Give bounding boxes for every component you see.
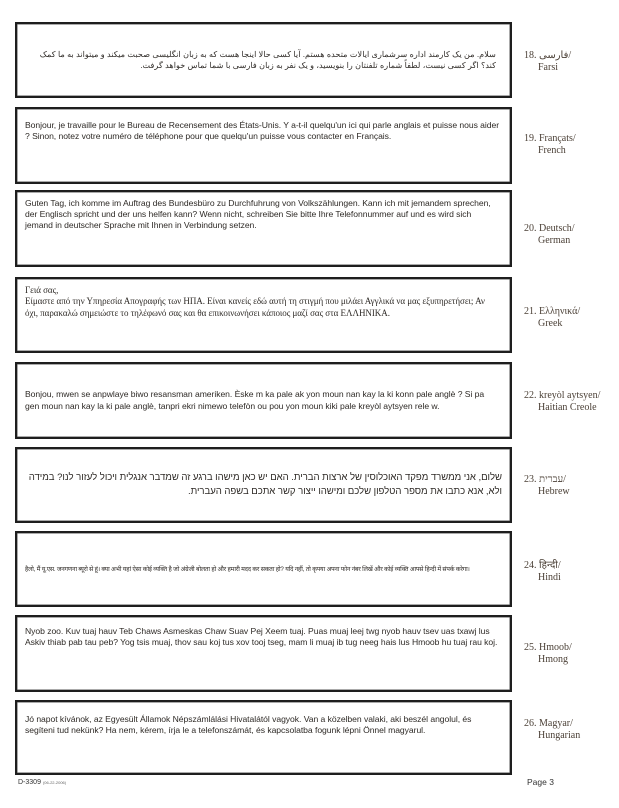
entry-number: 22. [524, 390, 537, 401]
native-language-name: Françats [539, 133, 573, 144]
english-language-name: Hmong [538, 654, 568, 665]
entry-number: 23. [524, 474, 537, 485]
english-language-name: Hebrew [538, 486, 570, 497]
phrase-text: Bonjour, je travaille pour le Bureau de Recensement des États-Unis. Y a-t-il quelqu'un ici qui parle anglais et puisse nous aider ? Sinon, notez votre numéro de téléphone pour que quelqu'un puisse vous contacter en Français. [25, 120, 500, 142]
language-label: 25. Hmoob/ Hmong [524, 642, 619, 666]
native-language-name: kreyòl aytsyen [539, 390, 598, 401]
form-number: D-3309 [18, 779, 41, 786]
language-label: 21. Ελληνικά/ Greek [524, 306, 619, 330]
english-language-name: German [538, 235, 571, 246]
entry-number: 26. [524, 718, 537, 729]
phrase-box [15, 531, 512, 607]
english-language-name: Farsi [538, 62, 558, 73]
native-language-name: فارسی [539, 50, 569, 61]
phrase-box [15, 447, 512, 523]
phrase-text-wrapper [17, 279, 510, 319]
language-label: 20. Deutsch/ German [524, 223, 619, 247]
phrase-box [15, 107, 512, 184]
entry-number: 24. [524, 560, 537, 571]
phrase-box [15, 362, 512, 439]
phrase-text: Bonjou, mwen se anpwlaye biwo resansman ameriken. Èske m ka pale ak yon moun nan kay la ki konn pale anglè ? Si pa gen moun nan kay la ki pale anglè, tanpri ekri nimewo telefòn ou pou yon moun kiki pale kreyòl aytsyen rele w. [25, 389, 485, 411]
language-label: 23. עברית/ Hebrew [524, 474, 619, 498]
phrase-box [15, 615, 512, 692]
language-label: 24. हिन्दी/ Hindi [524, 560, 619, 584]
entry-number: 20. [524, 223, 537, 234]
entry-number: 18. [524, 50, 537, 61]
native-language-name: Magyar [539, 718, 571, 729]
language-label: 26. Magyar/ Hungarian [524, 718, 619, 742]
form-id [18, 779, 66, 786]
phrase-box [15, 700, 512, 775]
english-language-name: Hungarian [538, 730, 581, 741]
phrase-text: Nyob zoo. Kuv tuaj hauv Teb Chaws Asmeskas Chaw Suav Pej Xeem tuaj. Puas muaj leej twg nyob hauv tsev uas txawj lus Askiv thiab pab tau peb? Yog tsis muaj, thov sau koj tus xov tooj tseg, mam li muaj ib tug neeg hais lus Hmoob hu tuaj rau koj. [25, 626, 498, 648]
page-number: Page 3 [527, 777, 554, 787]
entry-number: 21. [524, 306, 537, 317]
english-language-name: French [538, 145, 566, 156]
phrase-text: Είμαστε από την Υπηρεσία Απογραφής των ΗΠΑ. Είναι κανείς εδώ αυτή τη στιγμή που μιλάει Αγγλικά να μας εξυπηρετήσει; Αν όχι, παρακαλώ σημειώστε το τηλέφωνό σας και θα επικοινωνήσει κάποιος μαζί σας στα ΕΛΛΗΝΙΚΑ. [25, 296, 485, 318]
native-language-name: हिन्दी [539, 560, 558, 571]
native-language-name: Ελληνικά [539, 306, 578, 317]
phrase-text: سلام. من یک کارمند اداره سرشماری ایالات متحده هستم. آیا کسی حالا اینجا هست که به زبان انگلیسی صحبت میکند و میتواند به ما کمک کند؟ اگر کسی نیست، لطفاً شماره تلفنتان را بنویسید، و یک نفر به زبان فارسی با شما تماس خواهد گرفت. [39, 49, 496, 70]
native-language-name: עברית [539, 474, 564, 485]
entry-number: 19. [524, 133, 537, 144]
english-language-name: Haitian Creole [538, 402, 597, 413]
form-date: (06-22-2006) [42, 780, 67, 785]
english-language-name: Hindi [538, 572, 561, 583]
language-label: 22. kreyòl aytsyen/ Haitian Creole [524, 390, 619, 414]
phrase-box [15, 190, 512, 267]
phrase-box [15, 277, 512, 353]
entry-number: 25. [524, 642, 537, 653]
language-label: 19. Françats/ French [524, 133, 619, 157]
native-language-name: Hmoob [539, 642, 569, 653]
language-label: 18. فارسی/ Farsi [524, 50, 619, 74]
phrase-text: שלום, אני ממשרד מפקד האוכלוסין של ארצות הברית. האם יש כאן מישהו ברגע זה שמדבר אנגלית ויכול לעזור לנו? במידה ולא, אנא כתבו את מספר הטלפון שלכם ומישהו ייצור קשר אתכם בשפה העברית. [28, 472, 502, 497]
phrase-text: Guten Tag, ich komme im Auftrag des Bundesbüro zu Durchfuhrung von Volkszählungen. Kann ich mit jemandem sprechen, der Englisch spricht und der uns helfen kann? Wenn nicht, schreiben Sie bitte Ihre Telefonnummer auf und es wird sich jemand in deutscher Sprache mit Ihnen in Verbindung setzen. [25, 198, 491, 231]
phrase-greeting: Γειά σας, [25, 285, 59, 295]
english-language-name: Greek [538, 318, 563, 329]
phrase-text: Jó napot kívánok, az Egyesült Államok Népszámlálási Hivatalától vagyok. Van a közelben valaki, aki beszél angolul, és segíteni tud nekünk? Ha nem, kérem, írja le a telefonszámát, és kapcsolatba fogunk lépni Önnel magyarul. [25, 714, 472, 736]
phrase-box [15, 22, 512, 98]
native-language-name: Deutsch [539, 223, 572, 234]
phrase-text: हैलो, मैं यू.एस. जनगणना ब्यूरो से हूं। क्या अभी यहां ऐसा कोई व्यक्ति है जो अंग्रेजी बोलता हो और हमारी मदद कर सकता हो? यदि नहीं, तो कृपया अपना फोन नंबर लिखें और कोई व्यक्ति आपसे हिन्दी में संपर्क करेगा। [25, 565, 470, 573]
